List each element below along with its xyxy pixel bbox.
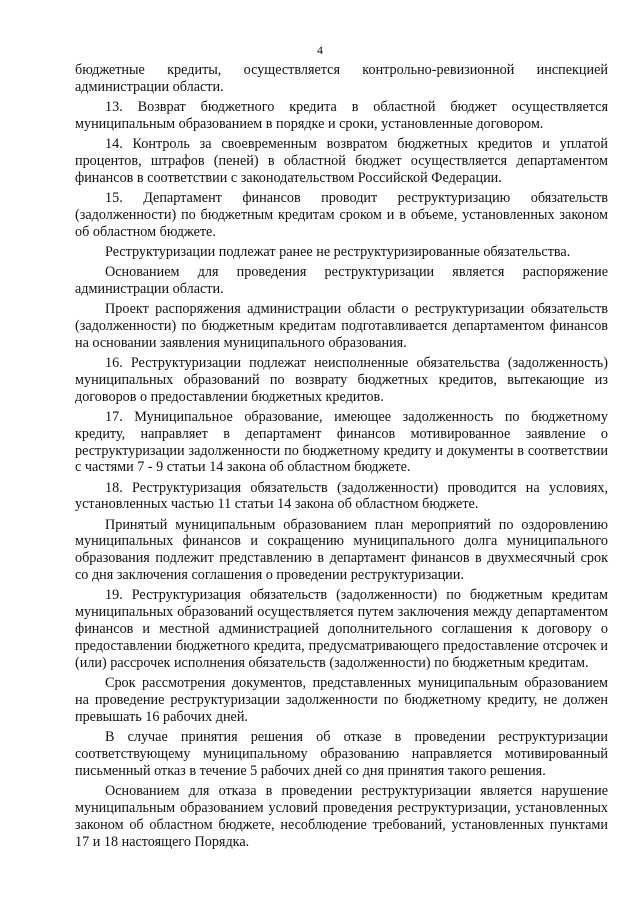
paragraph-p15b: Основанием для проведения реструктуризации является распоряжение администрации области.: [75, 263, 608, 297]
paragraph-p18a: Принятый муниципальным образованием план мероприятий по оздоровлению муниципальных финансов и сокращению муниципального долга муниципального образования подлежит представлению в департамент финансов в двухмесячный срок со дня заключения соглашения о проведении реструктуризации.: [75, 516, 608, 584]
paragraph-p19c: Основанием для отказа в проведении реструктуризации является нарушение муниципальным образованием условий проведения реструктуризации, установленных законом об областном бюджете, несоблюдение требований, установленных пунктами 17 и 18 настоящего Порядка.: [75, 782, 608, 850]
paragraph-p19b: В случае принятия решения об отказе в проведении реструктуризации соответствующему муниципальному образованию направляется мотивированный письменный отказ в течение 5 рабочих дней со дня принятия такого решения.: [75, 728, 608, 779]
paragraph-p19a: Срок рассмотрения документов, представленных муниципальным образованием на проведение реструктуризации задолженности по бюджетному кредиту, не должен превышать 16 рабочих дней.: [75, 675, 608, 725]
paragraph-p16: 16. Реструктуризации подлежат неисполненные обязательства (задолженность) муниципальных образований по возврату бюджетных кредитов, вытекающие из договоров о предоставлении бюджетных кредитов.: [75, 354, 608, 405]
paragraph-p15: 15. Департамент финансов проводит реструктуризацию обязательств (задолженности) по бюджетным кредитам сроком и в объеме, установленных законом об областном бюджете.: [75, 189, 608, 240]
document-body: [75, 62, 608, 854]
paragraph-p19: 19. Реструктуризация обязательств (задолженности) по бюджетным кредитам муниципальных образований осуществляется путем заключения между департаментом финансов и местной администрацией дополнительного соглашения к договору о предоставлении бюджетного кредита, предусматривающего предоставление отсрочек и (или) рассрочек исполнения обязательств (задолженности) по бюджетным кредитам.: [75, 587, 608, 671]
paragraph-p18: 18. Реструктуризация обязательств (задолженности) проводится на условиях, установленных частью 11 статьи 14 закона об областном бюджете.: [75, 479, 608, 513]
paragraph-p1: бюджетные кредиты, осуществляется контрольно-ревизионной инспекцией администрации области.: [75, 62, 608, 95]
paragraph-p14: 14. Контроль за своевременным возвратом бюджетных кредитов и уплатой процентов, штрафов (пеней) в областной бюджет осуществляется департаментом финансов в соответствии с законодательством Российской Федерации.: [75, 136, 608, 186]
paragraph-p15a: Реструктуризации подлежат ранее не реструктуризированные обязательства.: [105, 243, 571, 260]
paragraph-p15c: Проект распоряжения администрации области о реструктуризации обязательств (задолженности) по бюджетным кредитам подготавливается департаментом финансов на основании заявления муниципального образования.: [75, 300, 608, 351]
page-number: 4: [317, 43, 323, 57]
paragraph-p13: 13. Возврат бюджетного кредита в областной бюджет осуществляется муниципальным образованием в порядке и сроки, установленные договором.: [75, 99, 608, 132]
paragraph-p17: 17. Муниципальное образование, имеющее задолженность по бюджетному кредиту, направляет в департамент финансов мотивированное заявление о реструктуризации задолженности по бюджетному кредиту и документы в соответствии с частями 7 - 9 статьи 14 закона об областном бюджете.: [75, 408, 608, 476]
